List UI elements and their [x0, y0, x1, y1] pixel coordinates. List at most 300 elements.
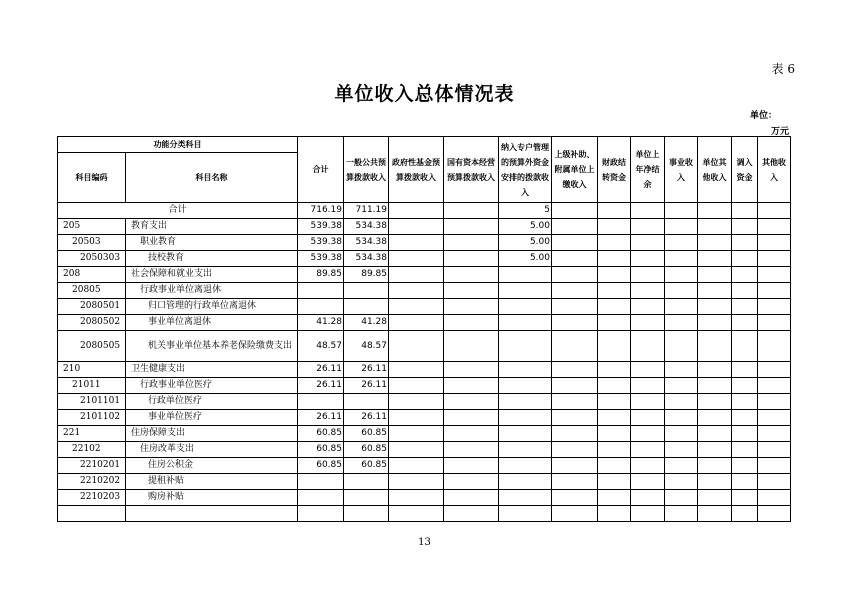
amount-empty — [665, 362, 698, 378]
amount-state-capital — [444, 410, 499, 426]
amount-empty — [598, 490, 631, 506]
subject-code: 20805 — [58, 283, 126, 299]
amount-state-capital — [444, 426, 499, 442]
amount-empty — [698, 426, 732, 442]
amount-special — [499, 490, 552, 506]
amount-empty — [758, 506, 791, 522]
amount-empty — [598, 474, 631, 490]
amount-empty — [732, 283, 758, 299]
amount-general — [344, 283, 389, 299]
amount-state-capital — [444, 219, 499, 235]
amount-state-capital — [444, 235, 499, 251]
amount-empty — [665, 442, 698, 458]
subject-code: 2080505 — [58, 331, 126, 362]
amount-fund — [389, 362, 444, 378]
amount-empty — [665, 506, 698, 522]
subject-code: 22102 — [58, 442, 126, 458]
amount-empty — [552, 267, 598, 283]
subject-code: 2210203 — [58, 490, 126, 506]
subject-code: 2210201 — [58, 458, 126, 474]
amount-empty — [665, 474, 698, 490]
amount-empty — [698, 203, 732, 219]
amount-empty — [598, 299, 631, 315]
amount-special — [499, 410, 552, 426]
amount-empty — [598, 394, 631, 410]
amount-empty — [665, 283, 698, 299]
amount-general: 48.57 — [344, 331, 389, 362]
amount-empty — [631, 235, 665, 251]
subject-name: 归口管理的行政单位离退休 — [126, 299, 298, 315]
amount-empty — [758, 458, 791, 474]
amount-empty — [732, 378, 758, 394]
amount-general: 26.11 — [344, 378, 389, 394]
amount-general: 534.38 — [344, 251, 389, 267]
amount-special — [499, 362, 552, 378]
amount-empty — [698, 219, 732, 235]
amount-empty — [665, 203, 698, 219]
amount-empty — [665, 410, 698, 426]
amount-empty — [552, 458, 598, 474]
amount-empty — [552, 426, 598, 442]
amount-empty — [598, 219, 631, 235]
amount-fund — [389, 235, 444, 251]
table-row — [58, 203, 791, 219]
table-row — [58, 474, 791, 490]
amount-total: 48.57 — [298, 331, 344, 362]
amount-fund — [389, 394, 444, 410]
amount-general: 534.38 — [344, 235, 389, 251]
amount-empty — [698, 458, 732, 474]
amount-special — [499, 283, 552, 299]
amount-total: 539.38 — [298, 219, 344, 235]
amount-empty — [732, 474, 758, 490]
amount-empty — [631, 506, 665, 522]
amount-empty — [698, 362, 732, 378]
amount-special — [499, 506, 552, 522]
amount-empty — [758, 474, 791, 490]
amount-fund — [389, 410, 444, 426]
amount-empty — [552, 235, 598, 251]
amount-empty — [758, 362, 791, 378]
amount-empty — [598, 506, 631, 522]
amount-empty — [758, 394, 791, 410]
amount-state-capital — [444, 474, 499, 490]
header-code: 科目编码 — [58, 153, 126, 203]
subject-code — [58, 506, 126, 522]
amount-general: 60.85 — [344, 442, 389, 458]
amount-empty — [732, 410, 758, 426]
page-title: 单位收入总体情况表 — [334, 83, 515, 105]
amount-empty — [552, 378, 598, 394]
amount-empty — [758, 315, 791, 331]
amount-empty — [758, 410, 791, 426]
amount-empty — [758, 203, 791, 219]
amount-total — [298, 394, 344, 410]
amount-special — [499, 394, 552, 410]
table-row — [58, 362, 791, 378]
amount-total: 41.28 — [298, 315, 344, 331]
amount-empty — [631, 219, 665, 235]
amount-total: 716.19 — [298, 203, 344, 219]
amount-empty — [598, 362, 631, 378]
amount-general: 41.28 — [344, 315, 389, 331]
amount-empty — [698, 251, 732, 267]
header-fund: 政府性基金预算拨款收入 — [389, 137, 444, 203]
amount-empty — [698, 474, 732, 490]
subject-name: 住房公积金 — [126, 458, 298, 474]
amount-empty — [552, 203, 598, 219]
amount-general — [344, 299, 389, 315]
amount-empty — [631, 442, 665, 458]
unit-label: 单位： — [749, 111, 777, 121]
subject-code: 205 — [58, 219, 126, 235]
amount-empty — [698, 235, 732, 251]
amount-special — [499, 474, 552, 490]
subject-name: 行政事业单位离退休 — [126, 283, 298, 299]
header-other: 其他收入 — [758, 137, 791, 203]
amount-empty — [631, 394, 665, 410]
amount-empty — [598, 267, 631, 283]
amount-empty — [552, 490, 598, 506]
amount-empty — [552, 362, 598, 378]
amount-special — [499, 378, 552, 394]
amount-empty — [552, 331, 598, 362]
table-row — [58, 506, 791, 522]
amount-fund — [389, 203, 444, 219]
amount-empty — [758, 251, 791, 267]
amount-empty — [732, 219, 758, 235]
amount-general — [344, 474, 389, 490]
subject-code: 2080501 — [58, 299, 126, 315]
amount-empty — [758, 235, 791, 251]
amount-empty — [598, 315, 631, 331]
amount-empty — [732, 251, 758, 267]
amount-special: 5.00 — [499, 219, 552, 235]
amount-empty — [732, 362, 758, 378]
amount-general: 711.19 — [344, 203, 389, 219]
amount-empty — [732, 331, 758, 362]
amount-empty — [698, 442, 732, 458]
header-name: 科目名称 — [126, 153, 298, 203]
amount-empty — [631, 203, 665, 219]
amount-state-capital — [444, 315, 499, 331]
amount-total — [298, 506, 344, 522]
subject-code: 208 — [58, 267, 126, 283]
amount-fund — [389, 315, 444, 331]
amount-total: 26.11 — [298, 410, 344, 426]
amount-empty — [598, 458, 631, 474]
amount-empty — [698, 315, 732, 331]
amount-empty — [631, 378, 665, 394]
amount-empty — [552, 474, 598, 490]
income-table — [57, 136, 791, 522]
subject-name: 社会保障和就业支出 — [126, 267, 298, 283]
table-row — [58, 426, 791, 442]
amount-special — [499, 442, 552, 458]
amount-empty — [552, 299, 598, 315]
amount-empty — [598, 378, 631, 394]
amount-empty — [732, 458, 758, 474]
amount-total: 539.38 — [298, 251, 344, 267]
amount-empty — [732, 315, 758, 331]
amount-empty — [665, 315, 698, 331]
amount-total — [298, 474, 344, 490]
subject-name: 技校教育 — [126, 251, 298, 267]
amount-state-capital — [444, 331, 499, 362]
amount-empty — [552, 283, 598, 299]
total-label: 合计 — [58, 203, 298, 219]
amount-empty — [631, 474, 665, 490]
subject-name: 住房保障支出 — [126, 426, 298, 442]
subject-name: 事业单位离退休 — [126, 315, 298, 331]
amount-empty — [665, 299, 698, 315]
subject-code: 21011 — [58, 378, 126, 394]
amount-empty — [698, 331, 732, 362]
amount-empty — [758, 331, 791, 362]
header-special: 纳入专户管理的预算外资金安排的拨款收入 — [499, 137, 552, 203]
amount-total: 26.11 — [298, 378, 344, 394]
table-row — [58, 283, 791, 299]
table-row — [58, 331, 791, 362]
subject-name: 购房补贴 — [126, 490, 298, 506]
subject-code: 2050303 — [58, 251, 126, 267]
table-row — [58, 219, 791, 235]
amount-special: 5.00 — [499, 251, 552, 267]
table-row — [58, 267, 791, 283]
subject-name — [126, 506, 298, 522]
amount-empty — [665, 219, 698, 235]
amount-empty — [698, 283, 732, 299]
subject-name: 提租补贴 — [126, 474, 298, 490]
amount-state-capital — [444, 442, 499, 458]
amount-fund — [389, 283, 444, 299]
subject-name: 机关事业单位基本养老保险缴费支出 — [126, 331, 298, 362]
amount-state-capital — [444, 203, 499, 219]
amount-fund — [389, 219, 444, 235]
subject-name: 行政单位医疗 — [126, 394, 298, 410]
amount-empty — [665, 235, 698, 251]
amount-fund — [389, 426, 444, 442]
amount-empty — [732, 490, 758, 506]
amount-empty — [598, 203, 631, 219]
amount-empty — [552, 410, 598, 426]
amount-empty — [631, 410, 665, 426]
amount-special — [499, 299, 552, 315]
amount-empty — [631, 362, 665, 378]
amount-state-capital — [444, 283, 499, 299]
amount-fund — [389, 474, 444, 490]
table-row — [58, 394, 791, 410]
amount-special — [499, 315, 552, 331]
amount-general: 26.11 — [344, 410, 389, 426]
amount-empty — [758, 283, 791, 299]
amount-fund — [389, 251, 444, 267]
amount-state-capital — [444, 299, 499, 315]
amount-empty — [598, 283, 631, 299]
amount-total: 26.11 — [298, 362, 344, 378]
subject-code: 2101101 — [58, 394, 126, 410]
amount-special — [499, 426, 552, 442]
amount-empty — [732, 426, 758, 442]
amount-empty — [631, 490, 665, 506]
header-superior: 上级补助、附属单位上缴收入 — [552, 137, 598, 203]
amount-general: 26.11 — [344, 362, 389, 378]
amount-empty — [732, 203, 758, 219]
subject-code: 2080502 — [58, 315, 126, 331]
amount-empty — [698, 267, 732, 283]
amount-empty — [665, 378, 698, 394]
table-row — [58, 442, 791, 458]
amount-total: 539.38 — [298, 235, 344, 251]
table-row — [58, 490, 791, 506]
header-prev-balance: 单位上年净结余 — [631, 137, 665, 203]
amount-fund — [389, 299, 444, 315]
amount-general: 89.85 — [344, 267, 389, 283]
subject-code: 2210202 — [58, 474, 126, 490]
header-other-unit: 单位其他收入 — [698, 137, 732, 203]
amount-empty — [631, 426, 665, 442]
amount-state-capital — [444, 394, 499, 410]
subject-name: 事业单位医疗 — [126, 410, 298, 426]
amount-fund — [389, 331, 444, 362]
amount-empty — [758, 490, 791, 506]
amount-empty — [598, 235, 631, 251]
amount-empty — [665, 490, 698, 506]
amount-fund — [389, 267, 444, 283]
table-row — [58, 235, 791, 251]
amount-empty — [631, 251, 665, 267]
amount-fund — [389, 378, 444, 394]
amount-empty — [631, 299, 665, 315]
header-state-capital: 国有资本经营预算拨款收入 — [444, 137, 499, 203]
amount-empty — [758, 267, 791, 283]
table-row — [58, 315, 791, 331]
amount-empty — [598, 251, 631, 267]
amount-empty — [698, 506, 732, 522]
amount-general: 60.85 — [344, 426, 389, 442]
subject-code: 210 — [58, 362, 126, 378]
subject-name: 行政事业单位医疗 — [126, 378, 298, 394]
amount-empty — [758, 219, 791, 235]
amount-fund — [389, 490, 444, 506]
amount-empty — [665, 267, 698, 283]
amount-special: 5 — [499, 203, 552, 219]
amount-special: 5.00 — [499, 235, 552, 251]
amount-empty — [698, 490, 732, 506]
amount-general: 60.85 — [344, 458, 389, 474]
amount-empty — [552, 219, 598, 235]
amount-empty — [698, 299, 732, 315]
amount-special — [499, 458, 552, 474]
amount-empty — [665, 458, 698, 474]
amount-empty — [552, 442, 598, 458]
amount-fund — [389, 458, 444, 474]
amount-state-capital — [444, 362, 499, 378]
amount-empty — [631, 283, 665, 299]
amount-empty — [552, 394, 598, 410]
amount-empty — [631, 267, 665, 283]
amount-empty — [732, 235, 758, 251]
amount-empty — [665, 426, 698, 442]
amount-empty — [598, 442, 631, 458]
amount-empty — [758, 378, 791, 394]
amount-empty — [598, 410, 631, 426]
table-row — [58, 299, 791, 315]
unit-value: 万元 — [770, 127, 789, 137]
amount-general — [344, 506, 389, 522]
amount-empty — [698, 394, 732, 410]
amount-fund — [389, 442, 444, 458]
amount-total: 89.85 — [298, 267, 344, 283]
amount-special — [499, 267, 552, 283]
table-row — [58, 458, 791, 474]
table-row — [58, 378, 791, 394]
amount-empty — [552, 315, 598, 331]
amount-empty — [698, 378, 732, 394]
amount-empty — [631, 331, 665, 362]
header-business: 事业收入 — [665, 137, 698, 203]
amount-general — [344, 490, 389, 506]
header-group: 功能分类科目 — [58, 137, 298, 153]
amount-empty — [665, 251, 698, 267]
subject-code: 20503 — [58, 235, 126, 251]
amount-empty — [732, 299, 758, 315]
subject-name: 职业教育 — [126, 235, 298, 251]
amount-empty — [552, 251, 598, 267]
amount-empty — [758, 426, 791, 442]
header-carryover: 财政结转资金 — [598, 137, 631, 203]
table-row — [58, 410, 791, 426]
amount-empty — [631, 458, 665, 474]
amount-empty — [598, 426, 631, 442]
amount-general — [344, 394, 389, 410]
page-number: 13 — [418, 537, 431, 548]
amount-total — [298, 299, 344, 315]
subject-name: 教育支出 — [126, 219, 298, 235]
amount-empty — [552, 506, 598, 522]
amount-state-capital — [444, 267, 499, 283]
amount-empty — [598, 331, 631, 362]
amount-total — [298, 490, 344, 506]
amount-general: 534.38 — [344, 219, 389, 235]
amount-empty — [732, 394, 758, 410]
amount-empty — [732, 506, 758, 522]
subject-code: 2101102 — [58, 410, 126, 426]
amount-empty — [665, 331, 698, 362]
amount-state-capital — [444, 458, 499, 474]
subject-name: 卫生健康支出 — [126, 362, 298, 378]
amount-total — [298, 283, 344, 299]
amount-empty — [665, 394, 698, 410]
table-number: 表 6 — [771, 62, 795, 76]
header-transfer: 调入资金 — [732, 137, 758, 203]
amount-empty — [732, 267, 758, 283]
subject-name: 住房改革支出 — [126, 442, 298, 458]
amount-state-capital — [444, 506, 499, 522]
amount-empty — [631, 315, 665, 331]
amount-empty — [758, 442, 791, 458]
amount-total: 60.85 — [298, 426, 344, 442]
header-general: 一般公共预算拨款收入 — [344, 137, 389, 203]
amount-empty — [758, 299, 791, 315]
amount-special — [499, 331, 552, 362]
amount-state-capital — [444, 251, 499, 267]
amount-fund — [389, 506, 444, 522]
amount-total: 60.85 — [298, 442, 344, 458]
amount-state-capital — [444, 490, 499, 506]
amount-total: 60.85 — [298, 458, 344, 474]
subject-code: 221 — [58, 426, 126, 442]
